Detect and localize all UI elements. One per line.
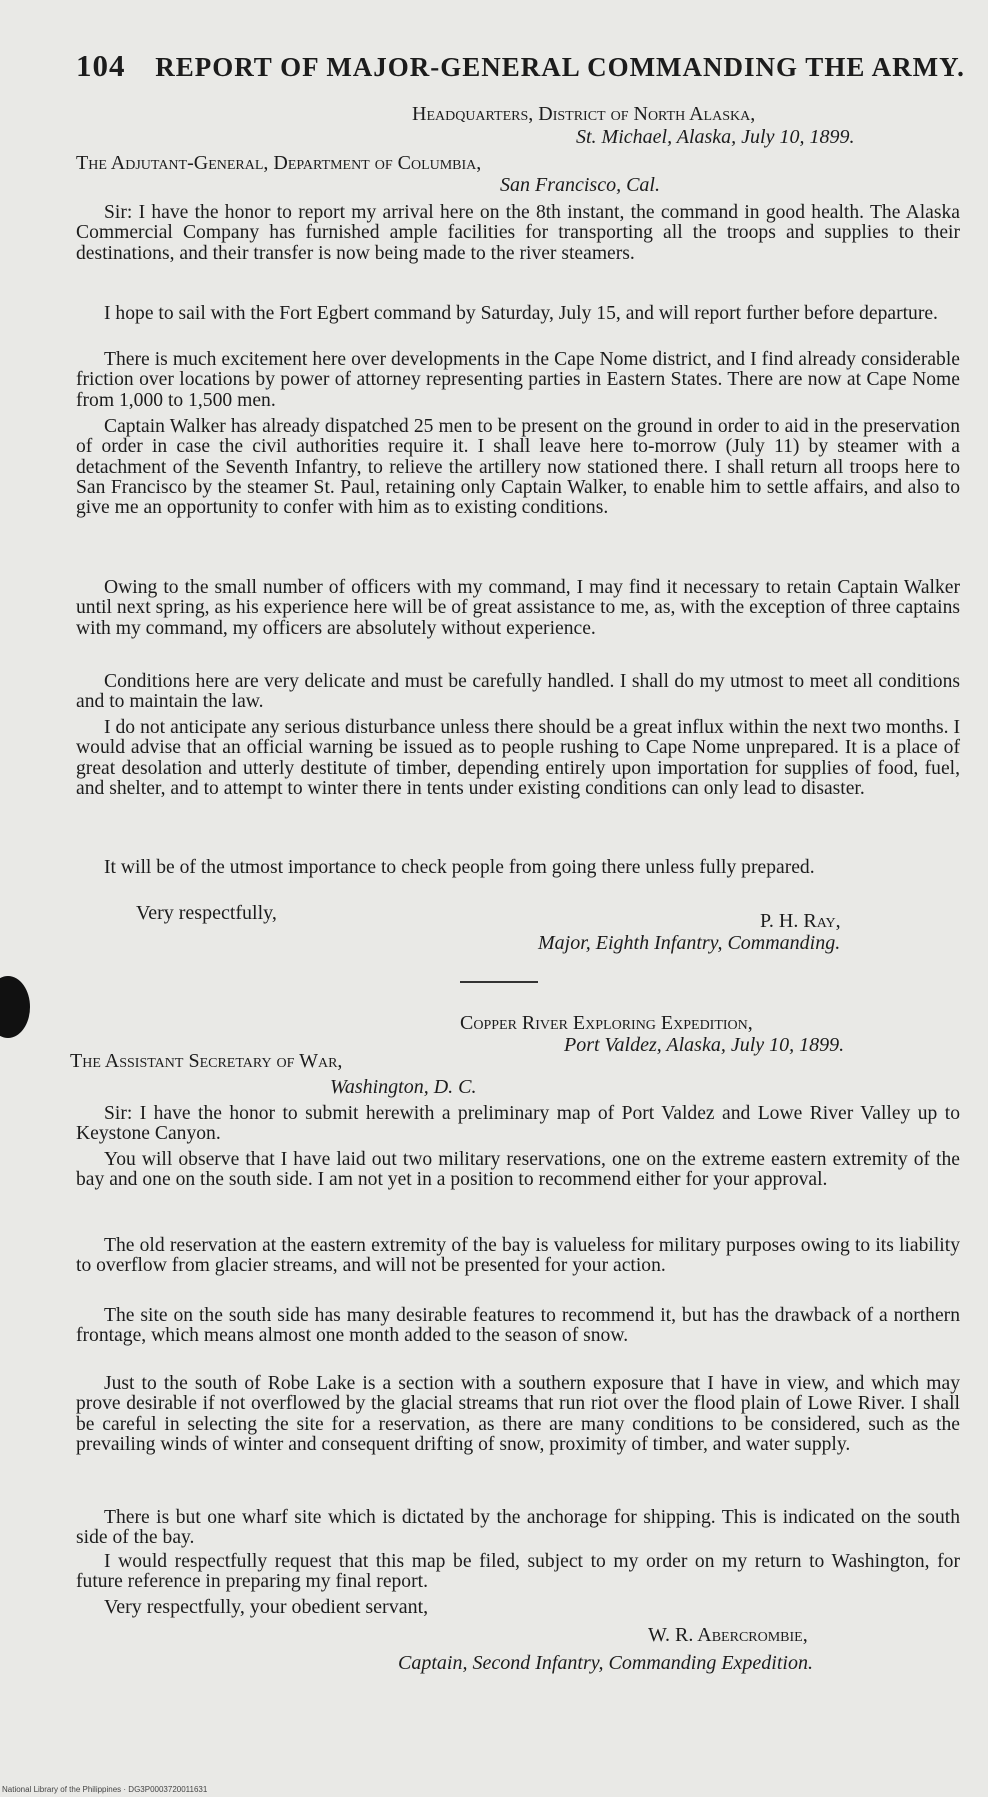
letter1-paragraph: I hope to sail with the Fort Egbert command by Saturday, July 15, and will report further before departure. (104, 303, 938, 324)
letter2-to-line1: The Assistant Secretary of War, (70, 1050, 343, 1072)
letter2-paragraph: Sir: I have the honor to submit herewith a preliminary map of Port Valdez and Lowe River Valley up to Keystone Canyon. (76, 1103, 960, 1145)
letter2-to-line2: Washington, D. C. (330, 1076, 477, 1098)
letter1-to-line1: The Adjutant-General, Department of Columbia, (76, 152, 482, 174)
section-divider (460, 981, 538, 983)
letter2-from-line2: Port Valdez, Alaska, July 10, 1899. (564, 1034, 845, 1056)
scan-margin-blot (0, 976, 30, 1038)
letter1-paragraph: Owing to the small number of officers with my command, I may find it necessary to retain Captain Walker until next spring, as his experience here will be of great assistance to me, as, with the exception of three captains with my command, my officers are absolutely without experience. (76, 577, 960, 639)
letter2-paragraph: The site on the south side has many desirable features to recommend it, but has the drawback of a northern frontage, which means almost one month added to the season of snow. (76, 1305, 960, 1347)
letter2-paragraph: I would respectfully request that this map be filed, subject to my order on my return to Washington, for future reference in preparing my final report. (76, 1551, 960, 1593)
page-header (76, 48, 965, 84)
letter1-paragraph: There is much excitement here over developments in the Cape Nome district, and I find already considerable friction over locations by power of attorney representing parties in Eastern States. There are now at Cape Nome from 1,000 to 1,500 men. (76, 349, 960, 411)
letter2-closing: Very respectfully, your obedient servant, (104, 1596, 429, 1618)
letter2-paragraph: You will observe that I have laid out two military reservations, one on the extreme eastern extremity of the bay and one on the south side. I am not yet in a position to recommend either for your approval. (76, 1149, 960, 1191)
scan-footer: National Library of the Philippines · DG3P0003720011631 (2, 1785, 208, 1794)
letter2-signer: W. R. Abercrombie, (648, 1624, 808, 1646)
letter2-paragraph: The old reservation at the eastern extremity of the bay is valueless for military purposes owing to its liability to overflow from glacier streams, and will not be presented for your action. (76, 1235, 960, 1277)
letter2-paragraph: Just to the south of Robe Lake is a section with a southern exposure that I have in view, and which may prove desirable if not overflowed by the glacial streams that run riot over the flood plain of Lowe River. I shall be careful in selecting the site for a reservation, as there are many conditions to be considered, such as the prevailing winds of winter and consequent drifting of snow, proximity of timber, and water supply. (76, 1373, 960, 1455)
letter1-signer-title: Major, Eighth Infantry, Commanding. (538, 932, 841, 954)
letter1-paragraph: It will be of the utmost importance to check people from going there unless fully prepared. (104, 857, 815, 878)
letter1-paragraph: I do not anticipate any serious disturbance unless there should be a great influx within the next two months. I would advise that an official warning be issued as to people rushing to Cape Nome unprepared. It is a place of great desolation and utterly destitute of timber, depending entirely upon importation for supplies of food, fuel, and shelter, and to attempt to winter there in tents under existing conditions can only lead to disaster. (76, 717, 960, 799)
letter1-paragraph: Captain Walker has already dispatched 25 men to be present on the ground in order to aid in the preservation of order in case the civil authorities require it. I shall leave here to-morrow (July 11) by steamer with a detachment of the Seventh Infantry, to relieve the artillery now stationed there. I shall return all troops here to San Francisco by the steamer St. Paul, retaining only Captain Walker, to enable him to settle affairs, and also to give me an opportunity to confer with him as to existing conditions. (76, 416, 960, 519)
letter1-closing: Very respectfully, (136, 902, 277, 924)
running-title: REPORT OF MAJOR-GENERAL COMMANDING THE ARMY. (155, 52, 965, 82)
letter1-from-line1: Headquarters, District of North Alaska, (412, 103, 756, 125)
letter1-paragraph: Sir: I have the honor to report my arrival here on the 8th instant, the command in good health. The Alaska Commercial Company has furnished ample facilities for transporting all the troops and supplies to their destinations, and their transfer is now being made to the river steamers. (76, 202, 960, 264)
letter2-paragraph: There is but one wharf site which is dictated by the anchorage for shipping. This is indicated on the south side of the bay. (76, 1507, 960, 1549)
letter1-signer: P. H. Ray, (760, 910, 841, 932)
letter1-paragraph: Conditions here are very delicate and must be carefully handled. I shall do my utmost to meet all conditions and to maintain the law. (76, 671, 960, 713)
letter2-from-line1: Copper River Exploring Expedition, (460, 1012, 753, 1034)
letter1-to-line2: San Francisco, Cal. (500, 174, 660, 196)
page-number: 104 (76, 48, 126, 83)
letter1-from-line2: St. Michael, Alaska, July 10, 1899. (576, 126, 855, 148)
letter2-signer-title: Captain, Second Infantry, Commanding Expedition. (398, 1652, 813, 1674)
